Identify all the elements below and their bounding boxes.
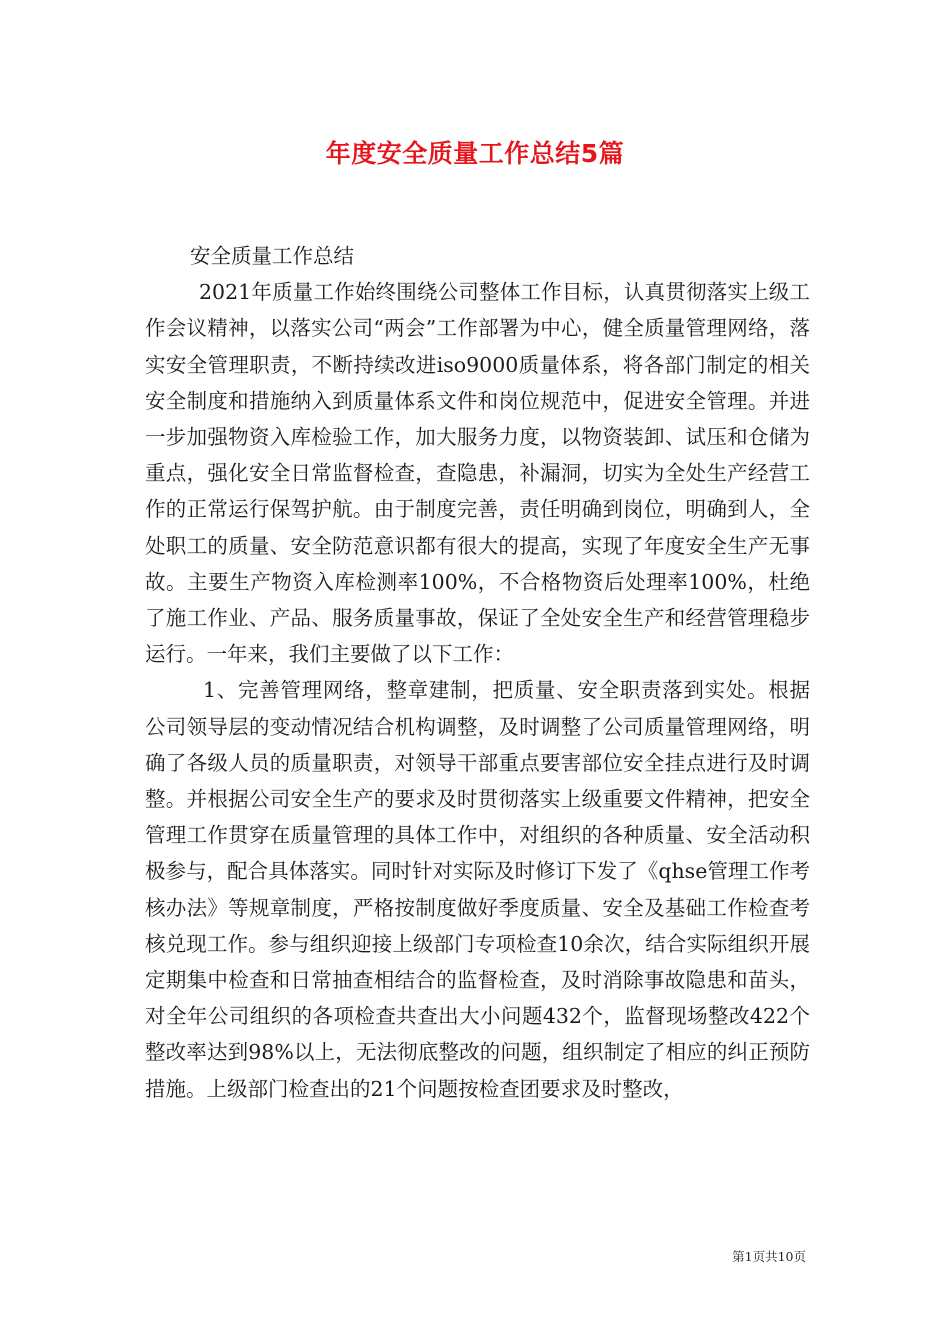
paragraph-1: 2021年质量工作始终围绕公司整体工作目标，认真贯彻落实上级工作会议精神，以落实公司“两会”工作部署为中心，健全质量管理网络，落实安全管理职责，不断持续改进iso9000质量体系，将各部门制定的相关安全制度和措施纳入到质量体系文件和岗位规范中，促进安全管理。并进一步加强物资入库检验工作，加大服务力度，以物资装卸、试压和仓储为重点，强化安全日常监督检查，查隐患，补漏洞，切实为全处生产经营工作的正常运行保驾护航。由于制度完善，责任明确到岗位，明确到人，全处职工的质量、安全防范意识都有很大的提高，实现了年度安全生产无事故。主要生产物资入库检测率100%，不合格物资后处理率100%，杜绝了施工作业、产品、服务质量事故，保证了全处安全生产和经营管理稳步运行。一年来，我们主要做了以下工作： [145,280,810,667]
document-body [145,238,810,1107]
page-number-footer: 第1页共10页 [732,1249,806,1264]
paragraph-2: 1、完善管理网络，整章建制，把质量、安全职责落到实处。根据公司领导层的变动情况结合机构调整，及时调整了公司质量管理网络，明确了各级人员的质量职责，对领导干部重点要害部位安全挂点进行及时调整。并根据公司安全生产的要求及时贯彻落实上级重要文件精神，把安全管理工作贯穿在质量管理的具体工作中，对组织的各种质量、安全活动积极参与，配合具体落实。同时针对实际及时修订下发了《qhse管理工作考核办法》等规章制度，严格按制度做好季度质量、安全及基础工作检查考核兑现工作。参与组织迎接上级部门专项检查10余次，结合实际组织开展定期集中检查和日常抽查相结合的监督检查，及时消除事故隐患和苗头，对全年公司组织的各项检查共查出大小问题432个，监督现场整改422个整改率达到98%以上，无法彻底整改的问题，组织制定了相应的纠正预防措施。上级部门检查出的21个问题按检查团要求及时整改， [145,678,810,1101]
section-heading: 安全质量工作总结 [190,244,354,268]
document-title: 年度安全质量工作总结5篇 [325,139,625,168]
